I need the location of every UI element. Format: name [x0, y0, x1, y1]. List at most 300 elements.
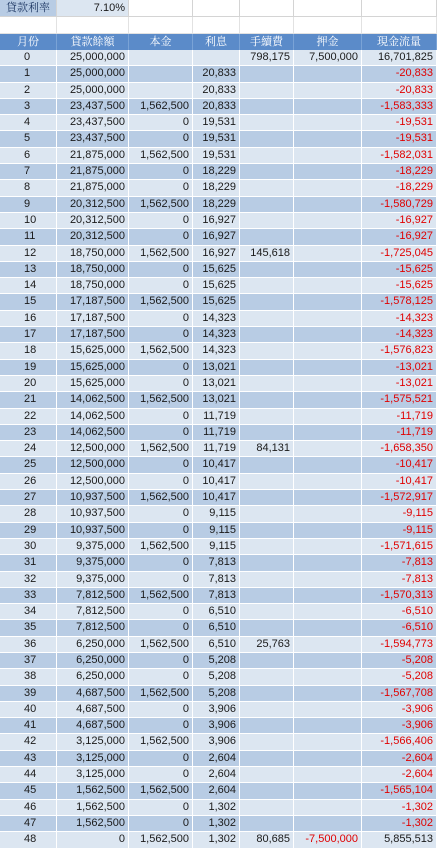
cell-principal[interactable]: 1,562,500: [129, 441, 193, 456]
cell-fee[interactable]: 798,175: [240, 50, 294, 65]
cell-month[interactable]: 8: [0, 180, 57, 195]
cell-interest[interactable]: 18,229: [193, 197, 240, 212]
cell-fee[interactable]: 80,685: [240, 832, 294, 847]
cell-interest[interactable]: 1,302: [193, 816, 240, 831]
blank-cell[interactable]: [294, 0, 362, 17]
cell-principal[interactable]: [129, 50, 193, 65]
cell-fee[interactable]: [240, 425, 294, 440]
cell-cash-flow[interactable]: -1,567,708: [362, 686, 437, 701]
cell-month[interactable]: 11: [0, 229, 57, 244]
cell-principal[interactable]: 0: [129, 115, 193, 130]
cell-principal[interactable]: 1,562,500: [129, 392, 193, 407]
cell-loan-balance[interactable]: 10,937,500: [57, 523, 129, 538]
cell-fee[interactable]: [240, 327, 294, 342]
cell-interest[interactable]: 16,927: [193, 213, 240, 228]
cell-cash-flow[interactable]: -2,604: [362, 767, 437, 782]
cell-fee[interactable]: [240, 343, 294, 358]
blank-cell[interactable]: [129, 17, 193, 34]
cell-cash-flow[interactable]: -20,833: [362, 83, 437, 98]
cell-principal[interactable]: 1,562,500: [129, 539, 193, 554]
cell-deposit[interactable]: [294, 734, 362, 749]
cell-interest[interactable]: 11,719: [193, 441, 240, 456]
cell-month[interactable]: 27: [0, 490, 57, 505]
cell-deposit[interactable]: [294, 572, 362, 587]
cell-loan-balance[interactable]: 12,500,000: [57, 441, 129, 456]
cell-fee[interactable]: [240, 506, 294, 521]
cell-fee[interactable]: [240, 572, 294, 587]
cell-principal[interactable]: 1,562,500: [129, 490, 193, 505]
cell-month[interactable]: 32: [0, 572, 57, 587]
blank-cell[interactable]: [362, 0, 437, 17]
cell-principal[interactable]: 0: [129, 620, 193, 635]
cell-fee[interactable]: 25,763: [240, 637, 294, 652]
cell-deposit[interactable]: [294, 83, 362, 98]
cell-deposit[interactable]: [294, 66, 362, 81]
cell-fee[interactable]: [240, 604, 294, 619]
cell-month[interactable]: 45: [0, 783, 57, 798]
cell-month[interactable]: 38: [0, 669, 57, 684]
cell-principal[interactable]: 0: [129, 555, 193, 570]
cell-loan-balance[interactable]: 1,562,500: [57, 800, 129, 815]
cell-month[interactable]: 23: [0, 425, 57, 440]
cell-deposit[interactable]: -7,500,000: [294, 832, 362, 847]
cell-principal[interactable]: 0: [129, 506, 193, 521]
cell-interest[interactable]: 14,323: [193, 343, 240, 358]
cell-principal[interactable]: 0: [129, 376, 193, 391]
header-deposit[interactable]: 押金: [294, 34, 362, 50]
blank-cell[interactable]: [193, 17, 240, 34]
cell-interest[interactable]: 10,417: [193, 474, 240, 489]
cell-principal[interactable]: 1,562,500: [129, 588, 193, 603]
cell-month[interactable]: 22: [0, 409, 57, 424]
cell-cash-flow[interactable]: -14,323: [362, 327, 437, 342]
cell-month[interactable]: 5: [0, 131, 57, 146]
cell-principal[interactable]: 1,562,500: [129, 637, 193, 652]
cell-cash-flow[interactable]: -6,510: [362, 604, 437, 619]
cell-interest[interactable]: 14,323: [193, 327, 240, 342]
cell-interest[interactable]: 16,927: [193, 246, 240, 261]
cell-deposit[interactable]: [294, 180, 362, 195]
cell-interest[interactable]: 20,833: [193, 83, 240, 98]
cell-month[interactable]: 24: [0, 441, 57, 456]
cell-loan-balance[interactable]: 18,750,000: [57, 246, 129, 261]
cell-month[interactable]: 41: [0, 718, 57, 733]
cell-deposit[interactable]: [294, 376, 362, 391]
cell-fee[interactable]: [240, 783, 294, 798]
cell-deposit[interactable]: [294, 164, 362, 179]
cell-interest[interactable]: 16,927: [193, 229, 240, 244]
cell-interest[interactable]: 13,021: [193, 392, 240, 407]
cell-cash-flow[interactable]: -1,594,773: [362, 637, 437, 652]
cell-cash-flow[interactable]: -11,719: [362, 425, 437, 440]
cell-fee[interactable]: [240, 294, 294, 309]
cell-cash-flow[interactable]: -18,229: [362, 180, 437, 195]
cell-fee[interactable]: [240, 686, 294, 701]
cell-loan-balance[interactable]: 21,875,000: [57, 148, 129, 163]
cell-fee[interactable]: [240, 213, 294, 228]
cell-cash-flow[interactable]: -3,906: [362, 702, 437, 717]
cell-loan-balance[interactable]: 3,125,000: [57, 751, 129, 766]
cell-month[interactable]: 12: [0, 246, 57, 261]
cell-interest[interactable]: 5,208: [193, 669, 240, 684]
cell-principal[interactable]: 1,562,500: [129, 197, 193, 212]
cell-cash-flow[interactable]: -20,833: [362, 66, 437, 81]
cell-loan-balance[interactable]: 7,812,500: [57, 588, 129, 603]
cell-deposit[interactable]: [294, 718, 362, 733]
cell-loan-balance[interactable]: 14,062,500: [57, 425, 129, 440]
cell-cash-flow[interactable]: -19,531: [362, 115, 437, 130]
cell-fee[interactable]: [240, 229, 294, 244]
cell-principal[interactable]: 0: [129, 523, 193, 538]
cell-loan-balance[interactable]: 23,437,500: [57, 99, 129, 114]
cell-interest[interactable]: 7,813: [193, 572, 240, 587]
cell-principal[interactable]: 1,562,500: [129, 148, 193, 163]
cell-principal[interactable]: [129, 83, 193, 98]
cell-deposit[interactable]: [294, 294, 362, 309]
blank-cell[interactable]: [129, 0, 193, 17]
cell-cash-flow[interactable]: -1,575,521: [362, 392, 437, 407]
cell-loan-balance[interactable]: 9,375,000: [57, 539, 129, 554]
cell-month[interactable]: 1: [0, 66, 57, 81]
cell-month[interactable]: 2: [0, 83, 57, 98]
cell-loan-balance[interactable]: 17,187,500: [57, 311, 129, 326]
cell-cash-flow[interactable]: 5,855,513: [362, 832, 437, 847]
cell-principal[interactable]: 0: [129, 572, 193, 587]
cell-deposit[interactable]: [294, 555, 362, 570]
cell-deposit[interactable]: [294, 539, 362, 554]
cell-interest[interactable]: 15,625: [193, 278, 240, 293]
cell-interest[interactable]: 19,531: [193, 131, 240, 146]
cell-principal[interactable]: 0: [129, 327, 193, 342]
cell-cash-flow[interactable]: -1,571,615: [362, 539, 437, 554]
cell-cash-flow[interactable]: -7,813: [362, 572, 437, 587]
cell-principal[interactable]: [129, 66, 193, 81]
cell-principal[interactable]: 0: [129, 425, 193, 440]
cell-interest[interactable]: [193, 50, 240, 65]
cell-loan-balance[interactable]: 9,375,000: [57, 555, 129, 570]
cell-principal[interactable]: 1,562,500: [129, 832, 193, 847]
cell-fee[interactable]: [240, 620, 294, 635]
cell-deposit[interactable]: [294, 767, 362, 782]
cell-fee[interactable]: [240, 669, 294, 684]
cell-principal[interactable]: 1,562,500: [129, 783, 193, 798]
cell-fee[interactable]: [240, 588, 294, 603]
cell-month[interactable]: 14: [0, 278, 57, 293]
cell-loan-balance[interactable]: 15,625,000: [57, 376, 129, 391]
blank-cell[interactable]: [0, 17, 57, 34]
cell-month[interactable]: 39: [0, 686, 57, 701]
cell-fee[interactable]: 84,131: [240, 441, 294, 456]
cell-interest[interactable]: 5,208: [193, 653, 240, 668]
cell-month[interactable]: 25: [0, 457, 57, 472]
cell-loan-balance[interactable]: 25,000,000: [57, 83, 129, 98]
cell-cash-flow[interactable]: -15,625: [362, 278, 437, 293]
cell-fee[interactable]: [240, 148, 294, 163]
cell-interest[interactable]: 11,719: [193, 425, 240, 440]
cell-fee[interactable]: [240, 653, 294, 668]
cell-cash-flow[interactable]: -1,566,406: [362, 734, 437, 749]
rate-label[interactable]: 貸款利率: [0, 0, 57, 17]
cell-deposit[interactable]: [294, 816, 362, 831]
cell-loan-balance[interactable]: 17,187,500: [57, 294, 129, 309]
cell-loan-balance[interactable]: 12,500,000: [57, 474, 129, 489]
cell-deposit[interactable]: [294, 800, 362, 815]
cell-fee[interactable]: [240, 539, 294, 554]
cell-interest[interactable]: 15,625: [193, 262, 240, 277]
cell-deposit[interactable]: [294, 604, 362, 619]
cell-principal[interactable]: 1,562,500: [129, 99, 193, 114]
cell-deposit[interactable]: [294, 311, 362, 326]
cell-loan-balance[interactable]: 0: [57, 832, 129, 847]
cell-deposit[interactable]: [294, 783, 362, 798]
cell-interest[interactable]: 6,510: [193, 620, 240, 635]
cell-fee[interactable]: [240, 83, 294, 98]
cell-deposit[interactable]: [294, 425, 362, 440]
cell-month[interactable]: 42: [0, 734, 57, 749]
cell-month[interactable]: 40: [0, 702, 57, 717]
cell-month[interactable]: 31: [0, 555, 57, 570]
rate-value[interactable]: 7.10%: [57, 0, 129, 17]
cell-loan-balance[interactable]: 23,437,500: [57, 115, 129, 130]
cell-interest[interactable]: 19,531: [193, 115, 240, 130]
cell-fee[interactable]: [240, 555, 294, 570]
cell-month[interactable]: 15: [0, 294, 57, 309]
cell-cash-flow[interactable]: -9,115: [362, 523, 437, 538]
cell-interest[interactable]: 2,604: [193, 783, 240, 798]
cell-interest[interactable]: 9,115: [193, 506, 240, 521]
cell-cash-flow[interactable]: -1,570,313: [362, 588, 437, 603]
cell-cash-flow[interactable]: -15,625: [362, 262, 437, 277]
cell-cash-flow[interactable]: -6,510: [362, 620, 437, 635]
cell-fee[interactable]: [240, 66, 294, 81]
cell-month[interactable]: 13: [0, 262, 57, 277]
cell-month[interactable]: 33: [0, 588, 57, 603]
cell-loan-balance[interactable]: 20,312,500: [57, 229, 129, 244]
header-month[interactable]: 月份: [0, 34, 57, 50]
cell-interest[interactable]: 3,906: [193, 702, 240, 717]
cell-loan-balance[interactable]: 21,875,000: [57, 164, 129, 179]
cell-deposit[interactable]: [294, 392, 362, 407]
cell-month[interactable]: 36: [0, 637, 57, 652]
blank-cell[interactable]: [240, 0, 294, 17]
cell-principal[interactable]: 0: [129, 311, 193, 326]
cell-deposit[interactable]: [294, 197, 362, 212]
cell-fee[interactable]: [240, 376, 294, 391]
cell-loan-balance[interactable]: 15,625,000: [57, 360, 129, 375]
cell-deposit[interactable]: 7,500,000: [294, 50, 362, 65]
cell-principal[interactable]: 0: [129, 816, 193, 831]
cell-month[interactable]: 47: [0, 816, 57, 831]
cell-loan-balance[interactable]: 4,687,500: [57, 702, 129, 717]
cell-month[interactable]: 30: [0, 539, 57, 554]
cell-month[interactable]: 34: [0, 604, 57, 619]
cell-interest[interactable]: 9,115: [193, 523, 240, 538]
cell-loan-balance[interactable]: 7,812,500: [57, 604, 129, 619]
cell-month[interactable]: 35: [0, 620, 57, 635]
cell-cash-flow[interactable]: -1,565,104: [362, 783, 437, 798]
cell-loan-balance[interactable]: 20,312,500: [57, 213, 129, 228]
header-fee[interactable]: 手續費: [240, 34, 294, 50]
cell-deposit[interactable]: [294, 148, 362, 163]
cell-cash-flow[interactable]: -10,417: [362, 474, 437, 489]
cell-cash-flow[interactable]: -1,576,823: [362, 343, 437, 358]
cell-fee[interactable]: [240, 751, 294, 766]
cell-loan-balance[interactable]: 17,187,500: [57, 327, 129, 342]
cell-month[interactable]: 6: [0, 148, 57, 163]
cell-fee[interactable]: [240, 262, 294, 277]
cell-deposit[interactable]: [294, 131, 362, 146]
cell-deposit[interactable]: [294, 327, 362, 342]
cell-interest[interactable]: 1,302: [193, 832, 240, 847]
header-interest[interactable]: 利息: [193, 34, 240, 50]
cell-cash-flow[interactable]: -7,813: [362, 555, 437, 570]
cell-cash-flow[interactable]: -1,580,729: [362, 197, 437, 212]
cell-cash-flow[interactable]: -13,021: [362, 376, 437, 391]
cell-loan-balance[interactable]: 9,375,000: [57, 572, 129, 587]
cell-month[interactable]: 4: [0, 115, 57, 130]
cell-interest[interactable]: 5,208: [193, 686, 240, 701]
cell-interest[interactable]: 14,323: [193, 311, 240, 326]
cell-cash-flow[interactable]: -3,906: [362, 718, 437, 733]
cell-loan-balance[interactable]: 6,250,000: [57, 653, 129, 668]
cell-cash-flow[interactable]: -1,572,917: [362, 490, 437, 505]
cell-deposit[interactable]: [294, 246, 362, 261]
cell-month[interactable]: 9: [0, 197, 57, 212]
cell-fee[interactable]: [240, 409, 294, 424]
cell-interest[interactable]: 18,229: [193, 164, 240, 179]
cell-deposit[interactable]: [294, 262, 362, 277]
cell-cash-flow[interactable]: -16,927: [362, 229, 437, 244]
cell-principal[interactable]: 0: [129, 800, 193, 815]
cell-interest[interactable]: 11,719: [193, 409, 240, 424]
cell-fee[interactable]: [240, 816, 294, 831]
cell-fee[interactable]: [240, 99, 294, 114]
cell-loan-balance[interactable]: 4,687,500: [57, 686, 129, 701]
cell-principal[interactable]: 0: [129, 262, 193, 277]
cell-principal[interactable]: 0: [129, 718, 193, 733]
cell-loan-balance[interactable]: 25,000,000: [57, 66, 129, 81]
cell-deposit[interactable]: [294, 229, 362, 244]
cell-principal[interactable]: 0: [129, 360, 193, 375]
cell-principal[interactable]: 0: [129, 131, 193, 146]
cell-fee[interactable]: [240, 197, 294, 212]
cell-interest[interactable]: 18,229: [193, 180, 240, 195]
cell-month[interactable]: 37: [0, 653, 57, 668]
cell-cash-flow[interactable]: -2,604: [362, 751, 437, 766]
cell-principal[interactable]: 0: [129, 457, 193, 472]
cell-deposit[interactable]: [294, 506, 362, 521]
cell-cash-flow[interactable]: -1,302: [362, 816, 437, 831]
cell-fee[interactable]: [240, 734, 294, 749]
cell-deposit[interactable]: [294, 343, 362, 358]
cell-cash-flow[interactable]: -9,115: [362, 506, 437, 521]
cell-interest[interactable]: 2,604: [193, 751, 240, 766]
cell-cash-flow[interactable]: -1,578,125: [362, 294, 437, 309]
cell-fee[interactable]: [240, 115, 294, 130]
cell-principal[interactable]: 1,562,500: [129, 734, 193, 749]
cell-principal[interactable]: 1,562,500: [129, 294, 193, 309]
blank-cell[interactable]: [294, 17, 362, 34]
cell-interest[interactable]: 20,833: [193, 66, 240, 81]
cell-fee[interactable]: [240, 767, 294, 782]
cell-cash-flow[interactable]: -19,531: [362, 131, 437, 146]
cell-month[interactable]: 7: [0, 164, 57, 179]
cell-cash-flow[interactable]: -5,208: [362, 669, 437, 684]
cell-fee[interactable]: [240, 474, 294, 489]
cell-cash-flow[interactable]: -1,658,350: [362, 441, 437, 456]
cell-principal[interactable]: 1,562,500: [129, 246, 193, 261]
cell-cash-flow[interactable]: -14,323: [362, 311, 437, 326]
cell-deposit[interactable]: [294, 523, 362, 538]
cell-interest[interactable]: 6,510: [193, 604, 240, 619]
header-principal[interactable]: 本金: [129, 34, 193, 50]
cell-month[interactable]: 46: [0, 800, 57, 815]
cell-interest[interactable]: 15,625: [193, 294, 240, 309]
cell-month[interactable]: 16: [0, 311, 57, 326]
cell-cash-flow[interactable]: -1,583,333: [362, 99, 437, 114]
cell-principal[interactable]: 0: [129, 474, 193, 489]
cell-fee[interactable]: [240, 131, 294, 146]
cell-deposit[interactable]: [294, 490, 362, 505]
cell-loan-balance[interactable]: 18,750,000: [57, 262, 129, 277]
cell-fee[interactable]: [240, 180, 294, 195]
header-loan-balance[interactable]: 貸款餘額: [57, 34, 129, 50]
cell-deposit[interactable]: [294, 99, 362, 114]
cell-month[interactable]: 44: [0, 767, 57, 782]
cell-deposit[interactable]: [294, 620, 362, 635]
cell-principal[interactable]: 0: [129, 604, 193, 619]
cell-interest[interactable]: 1,302: [193, 800, 240, 815]
cell-loan-balance[interactable]: 21,875,000: [57, 180, 129, 195]
cell-cash-flow[interactable]: -1,582,031: [362, 148, 437, 163]
cell-fee[interactable]: [240, 523, 294, 538]
cell-interest[interactable]: 7,813: [193, 588, 240, 603]
cell-cash-flow[interactable]: -1,725,045: [362, 246, 437, 261]
cell-principal[interactable]: 0: [129, 702, 193, 717]
cell-deposit[interactable]: [294, 751, 362, 766]
cell-deposit[interactable]: [294, 702, 362, 717]
cell-loan-balance[interactable]: 18,750,000: [57, 278, 129, 293]
cell-interest[interactable]: 13,021: [193, 360, 240, 375]
cell-month[interactable]: 20: [0, 376, 57, 391]
cell-loan-balance[interactable]: 1,562,500: [57, 783, 129, 798]
cell-loan-balance[interactable]: 12,500,000: [57, 457, 129, 472]
cell-loan-balance[interactable]: 6,250,000: [57, 669, 129, 684]
cell-loan-balance[interactable]: 7,812,500: [57, 620, 129, 635]
cell-fee[interactable]: 145,618: [240, 246, 294, 261]
cell-deposit[interactable]: [294, 360, 362, 375]
cell-loan-balance[interactable]: 4,687,500: [57, 718, 129, 733]
cell-interest[interactable]: 10,417: [193, 457, 240, 472]
cell-deposit[interactable]: [294, 441, 362, 456]
cell-interest[interactable]: 10,417: [193, 490, 240, 505]
cell-principal[interactable]: 1,562,500: [129, 686, 193, 701]
cell-interest[interactable]: 7,813: [193, 555, 240, 570]
cell-deposit[interactable]: [294, 669, 362, 684]
cell-fee[interactable]: [240, 718, 294, 733]
cell-loan-balance[interactable]: 14,062,500: [57, 409, 129, 424]
blank-cell[interactable]: [240, 17, 294, 34]
cell-cash-flow[interactable]: -13,021: [362, 360, 437, 375]
cell-deposit[interactable]: [294, 588, 362, 603]
cell-principal[interactable]: 0: [129, 751, 193, 766]
cell-deposit[interactable]: [294, 115, 362, 130]
cell-month[interactable]: 3: [0, 99, 57, 114]
cell-principal[interactable]: 0: [129, 669, 193, 684]
cell-cash-flow[interactable]: 16,701,825: [362, 50, 437, 65]
cell-month[interactable]: 17: [0, 327, 57, 342]
cell-cash-flow[interactable]: -10,417: [362, 457, 437, 472]
